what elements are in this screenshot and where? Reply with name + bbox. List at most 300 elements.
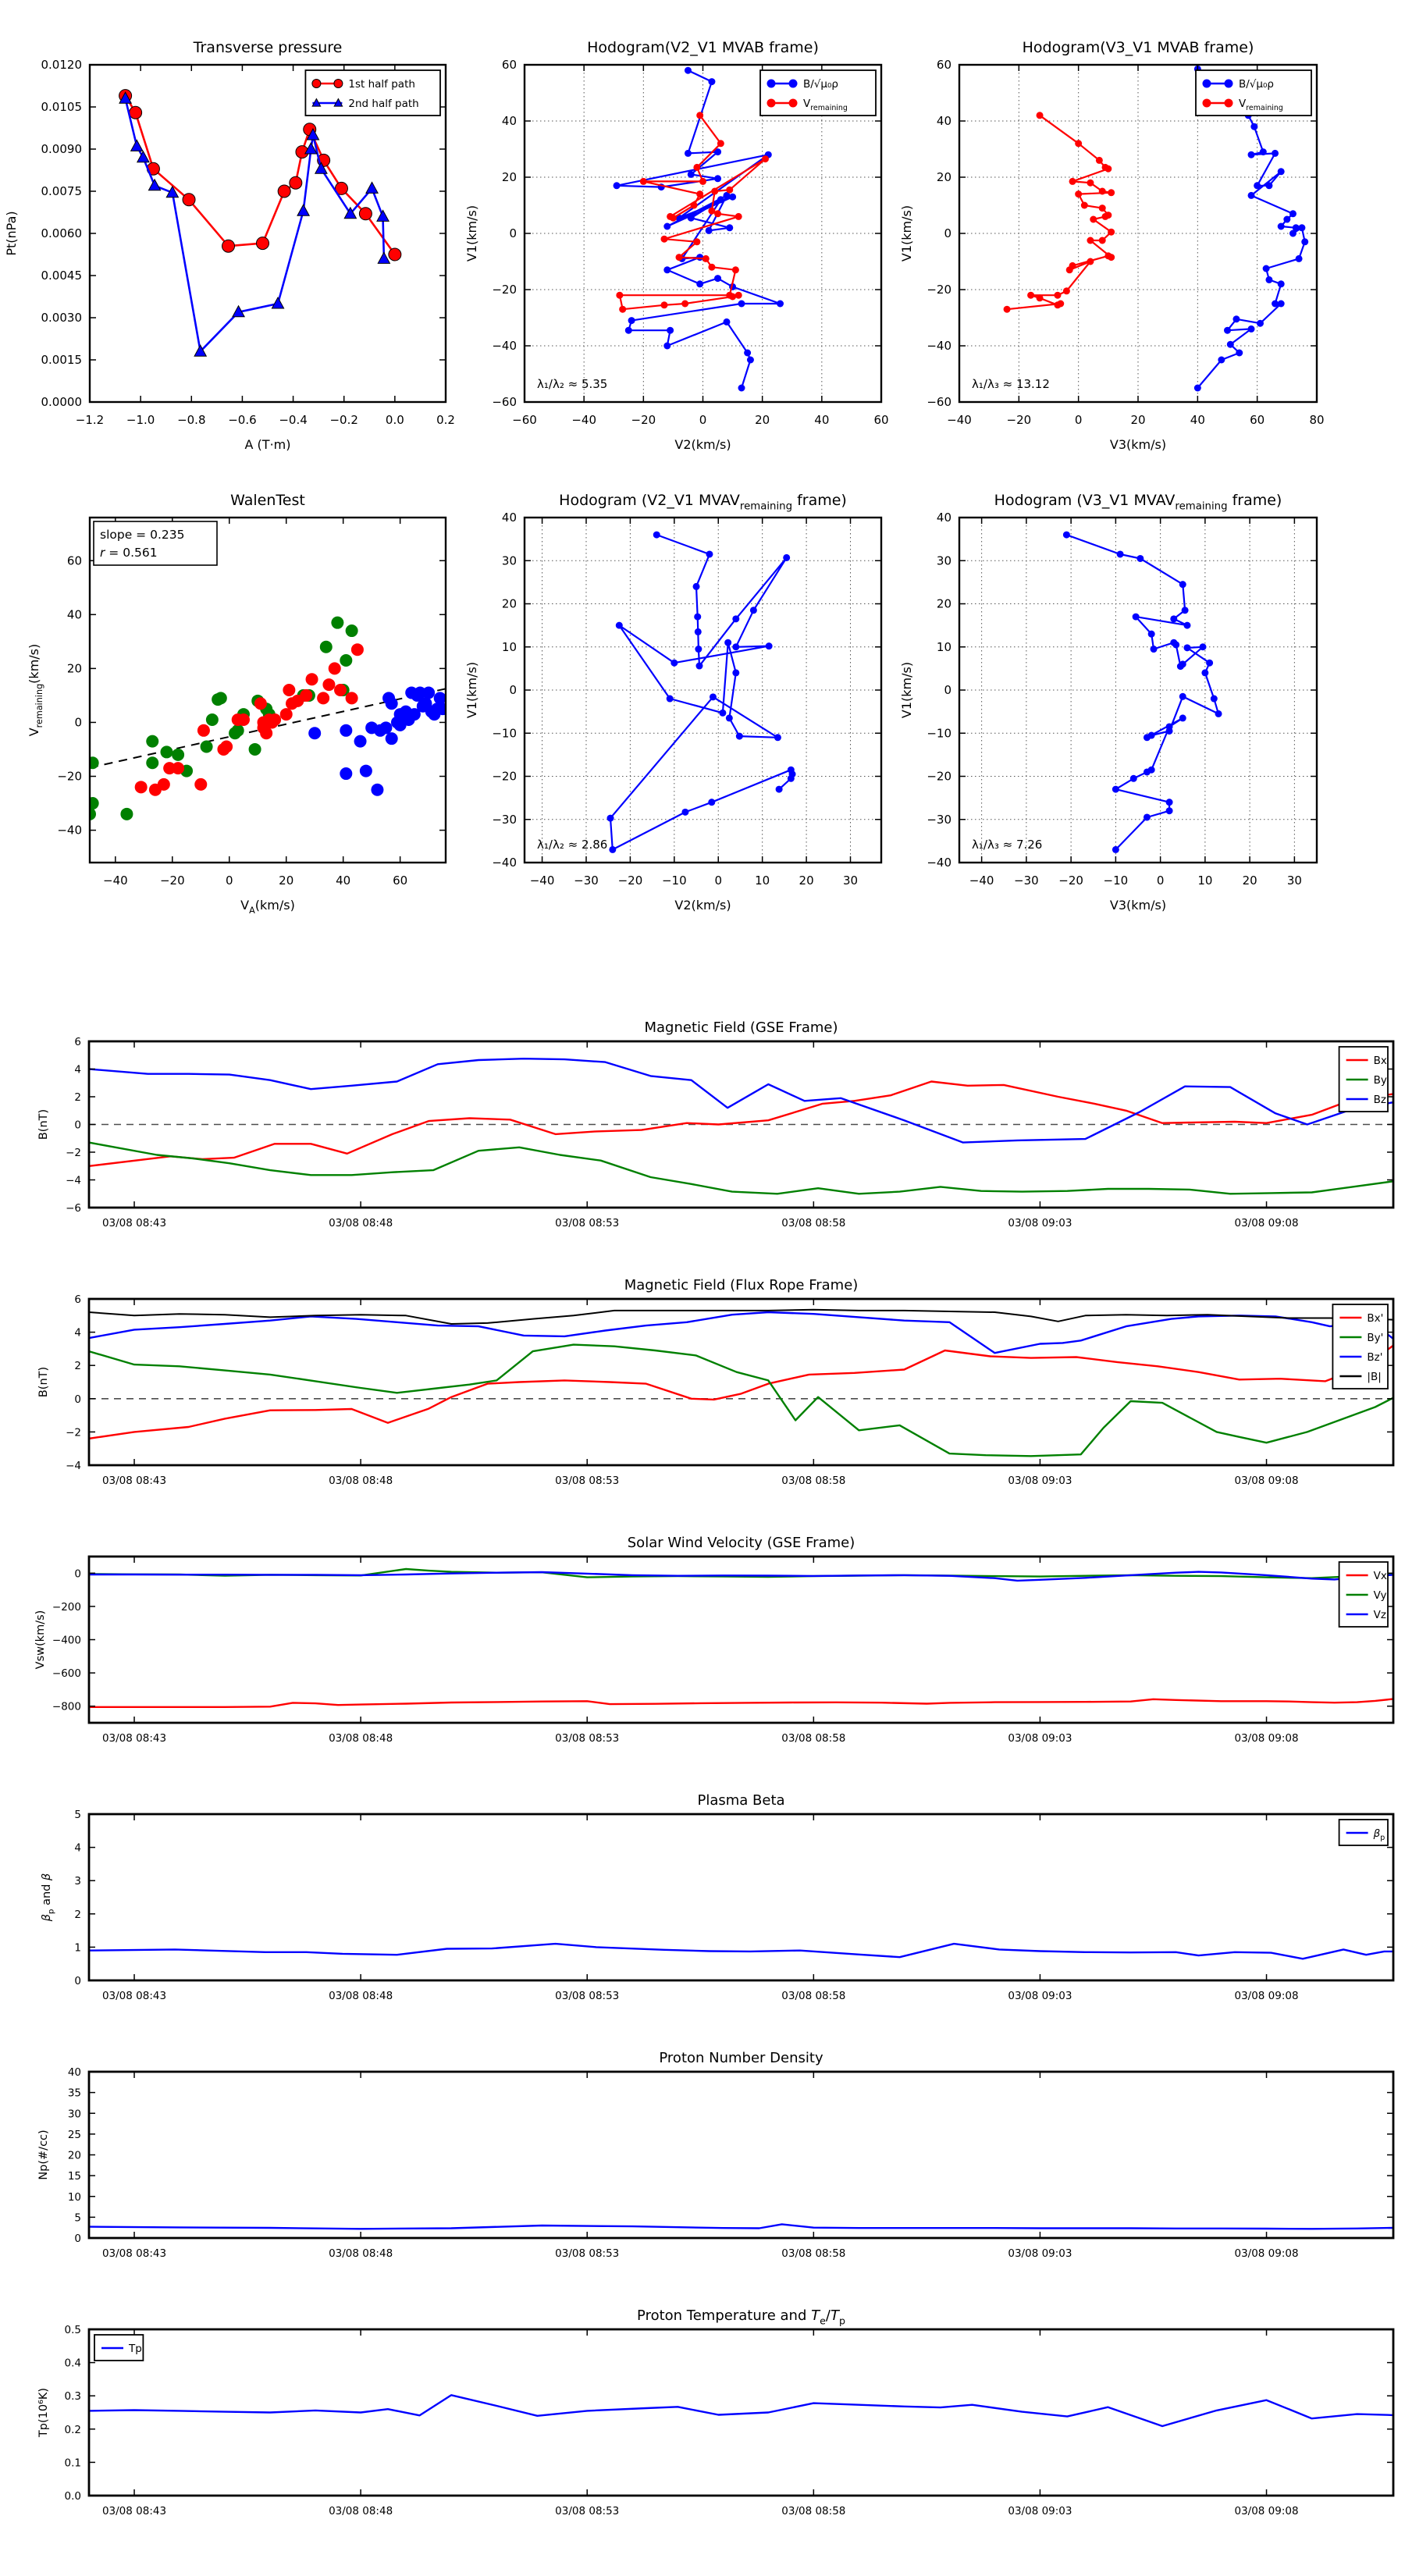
- x-tick-label: 03/08 09:03: [1008, 1732, 1072, 1745]
- x-tick-label: 03/08 08:58: [781, 1732, 846, 1745]
- legend-label: Vy: [1373, 1589, 1387, 1602]
- marker-dot: [653, 532, 660, 539]
- x-tick-label: 03/08 08:58: [781, 2505, 846, 2517]
- marker-dot: [135, 781, 148, 793]
- legend-label: 1st half path: [348, 78, 415, 91]
- y-tick-label: 0.1: [64, 2457, 81, 2470]
- marker-dot: [736, 733, 743, 740]
- marker-dot: [616, 292, 623, 299]
- x-tick-label: 20: [1242, 873, 1257, 888]
- marker-dot: [1301, 238, 1308, 245]
- y-axis-label: Pt(nPa): [4, 211, 19, 256]
- panel-title: Hodogram (V3_V1 $MVAV_{remaining}$ frame): [994, 492, 1282, 513]
- marker-circle: [389, 248, 401, 261]
- marker-dot: [738, 385, 745, 392]
- legend-label: Bx': [1367, 1312, 1384, 1325]
- x-tick-label: 03/08 08:58: [781, 2247, 846, 2260]
- marker-dot: [616, 622, 623, 629]
- marker-dot: [283, 684, 295, 696]
- x-tick-label: 0.0: [385, 413, 404, 427]
- marker-dot: [1248, 326, 1255, 333]
- y-axis-label: V1(km/s): [464, 661, 479, 719]
- y-tick-label: −40: [57, 823, 82, 838]
- marker-dot: [695, 628, 702, 635]
- marker-dot: [628, 317, 635, 324]
- y-tick-label: 0: [74, 715, 82, 730]
- y-axis-label: $\beta_p$ and β: [41, 1873, 56, 1922]
- marker-dot: [434, 692, 446, 704]
- x-tick-label: −20: [159, 873, 185, 888]
- marker-dot: [322, 678, 335, 691]
- y-tick-label: 4: [74, 1841, 81, 1855]
- marker-dot: [1087, 180, 1094, 187]
- marker-dot: [1099, 188, 1106, 195]
- x-tick-label: 03/08 08:53: [555, 2505, 620, 2517]
- legend-label: Tp: [129, 2343, 142, 2355]
- marker-dot: [676, 254, 683, 261]
- marker-dot: [269, 713, 281, 726]
- panel-title: Transverse pressure: [193, 39, 343, 56]
- legend-label: Vz: [1373, 1609, 1386, 1621]
- legend-label: |B|: [1367, 1371, 1382, 1383]
- marker-dot: [160, 745, 173, 758]
- marker-dot: [706, 550, 713, 557]
- x-axis-label: V2(km/s): [674, 898, 731, 913]
- marker-dot: [717, 140, 724, 147]
- y-tick-label: 40: [936, 511, 951, 525]
- y-tick-label: 0: [509, 226, 517, 240]
- marker-dot: [1037, 294, 1044, 301]
- marker-dot: [1112, 786, 1119, 793]
- y-tick-label: 5: [74, 2211, 81, 2225]
- x-tick-label: 03/08 08:43: [101, 2247, 167, 2260]
- marker-dot: [660, 236, 667, 243]
- marker-dot: [1206, 660, 1213, 667]
- y-axis-label: V1(km/s): [464, 205, 479, 262]
- marker-dot: [1170, 615, 1177, 622]
- legend-label: 2nd half path: [348, 98, 419, 110]
- marker-dot: [1225, 99, 1233, 108]
- y-tick-label: 0.0000: [41, 395, 82, 409]
- legend-label: Bx: [1373, 1055, 1387, 1067]
- marker-dot: [1200, 643, 1207, 650]
- marker-dot: [747, 357, 754, 364]
- y-tick-label: 60: [936, 58, 951, 72]
- y-tick-label: −400: [52, 1634, 81, 1647]
- marker-circle: [290, 176, 302, 189]
- marker-dot: [789, 80, 798, 88]
- y-tick-label: 0.4: [64, 2357, 81, 2370]
- marker-dot: [724, 639, 731, 646]
- y-axis-label: V1(km/s): [899, 205, 914, 262]
- marker-dot: [1144, 768, 1151, 775]
- x-tick-label: 60: [1250, 413, 1265, 427]
- marker-dot: [1166, 799, 1173, 806]
- x-tick-label: 0: [714, 873, 723, 888]
- x-tick-label: 03/08 09:03: [1008, 1217, 1072, 1229]
- marker-dot: [1265, 182, 1272, 189]
- x-tick-label: 40: [814, 413, 830, 427]
- marker-dot: [340, 654, 352, 667]
- y-tick-label: 0.0090: [41, 142, 82, 156]
- marker-dot: [732, 643, 739, 650]
- marker-dot: [340, 724, 352, 737]
- marker-dot: [1183, 622, 1190, 629]
- x-tick-label: 03/08 09:03: [1008, 2505, 1072, 2517]
- marker-dot: [249, 743, 261, 756]
- marker-dot: [706, 227, 713, 234]
- marker-dot: [1108, 189, 1115, 196]
- marker-dot: [1278, 168, 1285, 175]
- marker-dot: [300, 689, 312, 702]
- y-tick-label: −10: [927, 726, 951, 741]
- x-tick-label: 03/08 09:03: [1008, 1990, 1072, 2002]
- marker-dot: [691, 202, 698, 209]
- y-tick-label: −30: [927, 812, 951, 827]
- marker-dot: [774, 734, 781, 741]
- marker-dot: [1225, 80, 1233, 88]
- y-tick-label: 20: [67, 2149, 81, 2162]
- marker-dot: [717, 196, 724, 203]
- marker-dot: [351, 643, 364, 656]
- marker-dot: [702, 255, 710, 262]
- marker-circle: [256, 237, 269, 250]
- x-tick-label: −20: [631, 413, 656, 427]
- marker-dot: [667, 213, 674, 220]
- legend: [1339, 1820, 1388, 1845]
- y-tick-label: 25: [67, 2128, 81, 2141]
- marker-dot: [1104, 165, 1112, 173]
- x-tick-label: 03/08 08:43: [101, 1732, 167, 1745]
- x-tick-label: 03/08 08:53: [555, 1217, 620, 1229]
- marker-dot: [1283, 216, 1290, 223]
- marker-dot: [708, 799, 715, 806]
- x-tick-label: 03/08 08:53: [555, 2247, 620, 2260]
- x-tick-label: 03/08 09:08: [1234, 2505, 1299, 2517]
- x-tick-label: 0: [1156, 873, 1165, 888]
- marker-dot: [194, 778, 207, 791]
- x-axis-label: V3(km/s): [1109, 898, 1167, 913]
- x-axis-label: V3(km/s): [1109, 437, 1167, 452]
- marker-dot: [146, 756, 158, 769]
- y-tick-label: −200: [52, 1600, 81, 1614]
- marker-dot: [1081, 202, 1088, 209]
- x-tick-label: 03/08 08:53: [555, 1475, 620, 1487]
- y-tick-label: −60: [927, 395, 951, 409]
- marker-dot: [708, 264, 715, 271]
- y-tick-label: 20: [66, 661, 82, 676]
- marker-dot: [1096, 157, 1103, 164]
- x-tick-label: 60: [393, 873, 408, 888]
- marker-dot: [334, 684, 347, 696]
- marker-dot: [640, 178, 647, 185]
- x-tick-label: −40: [571, 413, 596, 427]
- marker-dot: [1112, 846, 1119, 853]
- x-tick-label: 03/08 08:48: [329, 2505, 393, 2517]
- marker-dot: [1004, 306, 1011, 313]
- x-tick-label: 03/08 08:48: [329, 1990, 393, 2002]
- marker-dot: [1069, 178, 1076, 185]
- y-axis-label: V1(km/s): [899, 661, 914, 719]
- marker-dot: [1224, 327, 1231, 334]
- y-tick-label: 20: [936, 596, 951, 611]
- marker-dot: [197, 724, 210, 737]
- marker-dot: [1278, 301, 1285, 308]
- y-tick-label: 3: [74, 1875, 81, 1888]
- marker-dot: [206, 713, 219, 726]
- marker-dot: [1194, 385, 1201, 392]
- marker-dot: [1063, 287, 1070, 294]
- x-tick-label: −40: [969, 873, 994, 888]
- marker-dot: [386, 732, 398, 745]
- panel-title: Hodogram(V2_V1 MVAB frame): [587, 39, 819, 56]
- legend-label: $\beta_p$: [1373, 1827, 1385, 1843]
- marker-dot: [696, 254, 703, 261]
- marker-dot: [762, 155, 769, 162]
- x-tick-label: 40: [1190, 413, 1205, 427]
- x-tick-label: −20: [617, 873, 643, 888]
- marker-dot: [232, 724, 244, 737]
- y-tick-label: −20: [492, 769, 517, 784]
- lambda-annotation: λ₁/λ₃ ≈ 7.26: [972, 838, 1043, 852]
- marker-dot: [1232, 315, 1240, 322]
- x-tick-label: 03/08 08:53: [555, 1732, 620, 1745]
- legend-label: Bz': [1367, 1351, 1383, 1364]
- lambda-annotation: λ₁/λ₂ ≈ 2.86: [537, 838, 608, 852]
- y-tick-label: −40: [927, 856, 951, 870]
- x-tick-label: −0.2: [329, 413, 358, 427]
- y-tick-label: 2: [74, 1360, 81, 1373]
- marker-dot: [1203, 80, 1211, 88]
- x-tick-label: 30: [842, 873, 859, 888]
- y-tick-label: −20: [57, 769, 82, 784]
- y-tick-label: 0.0120: [41, 58, 82, 72]
- y-tick-label: 0.5: [64, 2324, 81, 2336]
- marker-dot: [1104, 252, 1112, 259]
- marker-dot: [1278, 280, 1285, 287]
- x-tick-label: −30: [574, 873, 599, 888]
- x-tick-label: 03/08 09:08: [1234, 2247, 1299, 2260]
- x-axis-label: V2(km/s): [674, 437, 731, 452]
- marker-dot: [735, 292, 742, 299]
- x-tick-label: 0.2: [436, 413, 455, 427]
- marker-dot: [607, 815, 614, 822]
- marker-dot: [1227, 341, 1234, 348]
- marker-dot: [172, 762, 184, 774]
- x-tick-label: 03/08 09:08: [1234, 1475, 1299, 1487]
- marker-dot: [732, 615, 739, 622]
- marker-dot: [783, 554, 790, 561]
- marker-dot: [1179, 693, 1186, 700]
- marker-dot: [777, 301, 784, 308]
- marker-dot: [1136, 555, 1144, 562]
- marker-dot: [1211, 696, 1218, 703]
- marker-dot: [360, 765, 372, 777]
- y-tick-label: −60: [492, 395, 517, 409]
- x-tick-label: 10: [755, 873, 770, 888]
- x-tick-label: −10: [661, 873, 687, 888]
- marker-dot: [750, 607, 757, 614]
- legend: [1339, 1047, 1388, 1112]
- marker-dot: [1203, 99, 1211, 108]
- marker-dot: [767, 99, 776, 108]
- y-tick-label: 30: [67, 2108, 81, 2121]
- marker-dot: [714, 175, 721, 182]
- marker-circle: [130, 106, 142, 119]
- marker-dot: [685, 67, 692, 74]
- marker-dot: [663, 343, 670, 350]
- marker-dot: [346, 624, 358, 637]
- marker-dot: [681, 301, 688, 308]
- x-tick-label: 03/08 08:48: [329, 1475, 393, 1487]
- marker-dot: [308, 727, 321, 739]
- marker-dot: [1166, 807, 1173, 814]
- y-tick-label: 0: [944, 683, 951, 697]
- marker-dot: [1289, 230, 1297, 237]
- y-tick-label: 4: [74, 1326, 81, 1340]
- marker-dot: [346, 692, 358, 704]
- marker-dot: [1117, 550, 1124, 557]
- marker-dot: [1179, 714, 1186, 721]
- marker-dot: [1179, 660, 1186, 667]
- x-tick-label: 0: [1074, 413, 1083, 427]
- y-tick-label: 4: [74, 1063, 81, 1076]
- marker-dot: [723, 318, 730, 326]
- marker-dot: [708, 78, 715, 85]
- legend-label: B/√μ₀ρ: [803, 78, 838, 91]
- panel-title: Hodogram(V3_V1 MVAB frame): [1022, 39, 1254, 56]
- x-tick-label: 20: [1130, 413, 1146, 427]
- y-tick-label: −600: [52, 1667, 81, 1681]
- y-tick-label: 0: [509, 683, 517, 697]
- marker-dot: [158, 778, 170, 791]
- marker-dot: [789, 99, 798, 108]
- marker-dot: [1289, 210, 1297, 217]
- x-tick-label: 03/08 09:08: [1234, 1217, 1299, 1229]
- legend: [760, 70, 876, 116]
- marker-dot: [614, 182, 621, 189]
- marker-dot: [1151, 646, 1158, 653]
- lambda-annotation: λ₁/λ₃ ≈ 13.12: [972, 377, 1050, 391]
- marker-dot: [1298, 224, 1305, 231]
- y-axis-label: $V_{remaining}(km/s)$: [27, 643, 44, 737]
- marker-dot: [1108, 229, 1115, 236]
- x-tick-label: 20: [755, 413, 770, 427]
- marker-dot: [1037, 112, 1044, 119]
- marker-dot: [1257, 320, 1264, 327]
- marker-dot: [681, 809, 688, 816]
- y-tick-label: 0.0: [64, 2490, 81, 2503]
- marker-dot: [386, 697, 398, 710]
- y-tick-label: 0: [74, 1567, 81, 1581]
- y-tick-label: 0.0105: [41, 100, 82, 114]
- marker-dot: [735, 213, 742, 220]
- y-tick-label: 30: [936, 553, 951, 568]
- legend-label: By: [1373, 1074, 1387, 1087]
- legend: [94, 2335, 143, 2361]
- marker-dot: [732, 266, 739, 273]
- marker-dot: [280, 708, 293, 720]
- y-tick-label: 0.0075: [41, 184, 82, 198]
- x-tick-label: 03/08 08:43: [101, 2505, 167, 2517]
- legend-label: $V_{remaining}$: [803, 98, 848, 113]
- y-axis-label: Vsw(km/s): [34, 1610, 47, 1670]
- marker-dot: [729, 194, 736, 201]
- x-tick-label: 03/08 08:58: [781, 1475, 846, 1487]
- marker-dot: [306, 673, 318, 685]
- x-tick-label: 10: [1197, 873, 1213, 888]
- marker-dot: [1260, 148, 1267, 155]
- marker-dot: [696, 190, 703, 197]
- panel-title: Magnetic Field (Flux Rope Frame): [624, 1277, 859, 1293]
- marker-dot: [1182, 607, 1189, 614]
- legend-label: By': [1367, 1332, 1384, 1344]
- marker-dot: [776, 786, 783, 793]
- legend-label: B/√μ₀ρ: [1239, 78, 1274, 91]
- x-tick-label: 03/08 09:08: [1234, 1732, 1299, 1745]
- marker-dot: [1166, 723, 1173, 730]
- y-tick-label: 60: [501, 58, 517, 72]
- y-tick-label: 40: [936, 114, 951, 128]
- y-tick-label: 40: [501, 511, 517, 525]
- y-tick-label: 0: [944, 226, 951, 240]
- y-tick-label: 40: [67, 2066, 81, 2079]
- marker-dot: [685, 150, 692, 157]
- marker-dot: [237, 713, 250, 726]
- y-tick-label: 35: [67, 2087, 81, 2100]
- marker-dot: [767, 80, 776, 88]
- marker-dot: [1248, 151, 1255, 158]
- marker-dot: [329, 662, 341, 674]
- y-tick-label: 2: [74, 1091, 81, 1104]
- x-tick-label: 03/08 09:03: [1008, 2247, 1072, 2260]
- marker-dot: [1201, 669, 1208, 676]
- legend: [1196, 70, 1311, 116]
- x-tick-label: 03/08 08:43: [101, 1990, 167, 2002]
- legend-label: $V_{remaining}$: [1239, 98, 1283, 113]
- marker-dot: [1057, 301, 1064, 308]
- marker-dot: [660, 301, 667, 308]
- legend: [1339, 1562, 1388, 1627]
- marker-dot: [663, 266, 670, 273]
- marker-dot: [1144, 813, 1151, 820]
- marker-circle: [312, 80, 321, 88]
- y-tick-label: 20: [501, 596, 517, 611]
- marker-circle: [334, 80, 343, 88]
- marker-dot: [619, 306, 626, 313]
- marker-dot: [172, 749, 184, 761]
- marker-dot: [609, 846, 616, 853]
- marker-dot: [201, 741, 213, 753]
- panel-title: Magnetic Field (GSE Frame): [644, 1019, 838, 1036]
- marker-circle: [359, 208, 372, 220]
- y-tick-label: −4: [66, 1174, 81, 1187]
- lambda-annotation: λ₁/λ₂ ≈ 5.35: [537, 377, 608, 391]
- marker-dot: [1215, 710, 1222, 717]
- y-tick-label: 40: [501, 114, 517, 128]
- legend: [1332, 1304, 1388, 1389]
- x-tick-label: 0: [225, 873, 233, 888]
- marker-dot: [215, 692, 227, 704]
- panel-title: Proton Number Density: [659, 2050, 823, 2066]
- marker-dot: [260, 727, 272, 739]
- marker-dot: [688, 215, 695, 222]
- x-axis-label: A (T·m): [244, 437, 291, 452]
- x-tick-label: 80: [1309, 413, 1325, 427]
- marker-dot: [714, 210, 721, 217]
- marker-dot: [1296, 255, 1303, 262]
- marker-dot: [699, 178, 706, 185]
